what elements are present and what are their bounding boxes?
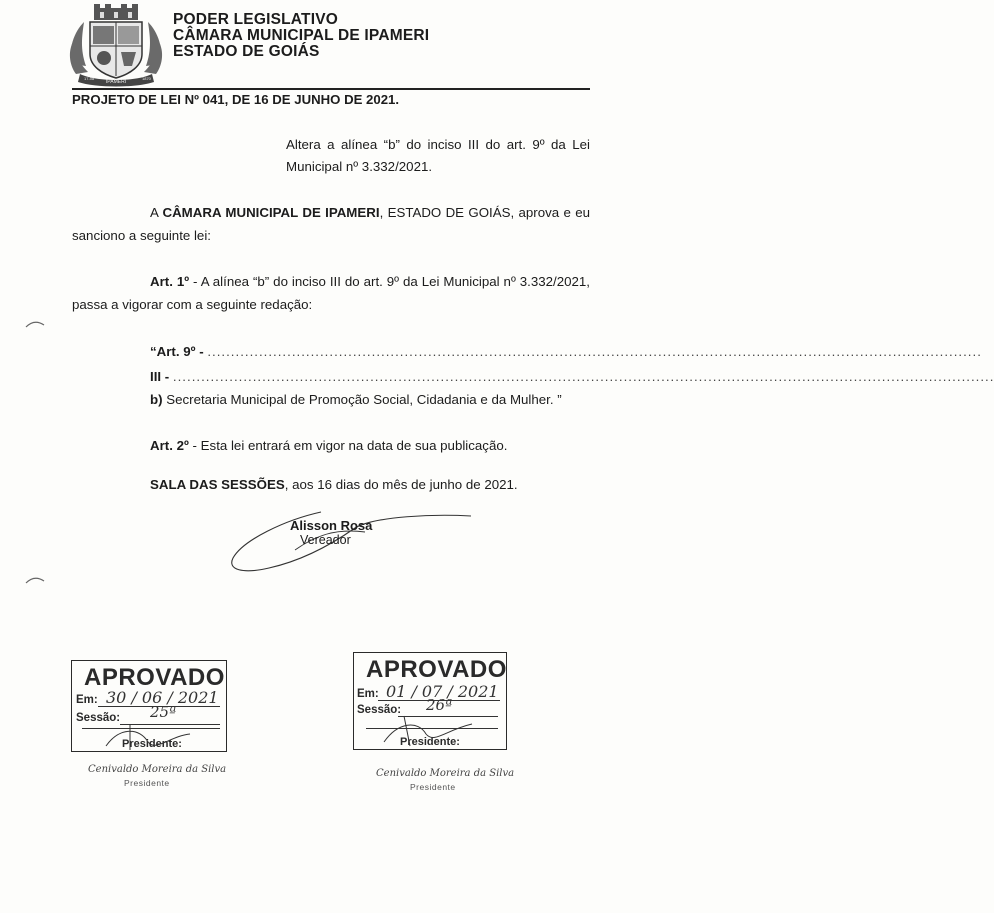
stamp-2-scribble: [380, 710, 490, 755]
art2-label: Art. 2º: [150, 438, 189, 453]
stamp-1-signer: Cenivaldo Moreira da Silva: [88, 764, 227, 775]
header-estado: ESTADO DE GOIÁS: [173, 43, 320, 60]
svg-text:1870: 1870: [142, 76, 151, 81]
sala-text: , aos 16 dias do mês de junho de 2021.: [284, 477, 518, 492]
signer-name: Alisson Rosa: [290, 518, 373, 533]
art2-text: - Esta lei entrará em vigor na data de sua publicação.: [188, 438, 508, 453]
signer-role: Vereador: [300, 533, 351, 547]
ementa-line-2: Municipal nº 3.332/2021.: [286, 159, 433, 174]
stamp-2-sessao-value: 26ª: [426, 696, 453, 714]
stamp-1-em-value: 30 / 06 / 2021: [106, 688, 219, 707]
stamp-2-signer-role: Presidente: [410, 782, 456, 792]
svg-text:IPAMERI: IPAMERI: [105, 79, 127, 85]
stamp-2-presidente-label: Presidente:: [400, 736, 460, 748]
art1-label: Art. 1º: [150, 274, 190, 289]
quote-art9-line: [150, 343, 982, 361]
quote-iii-line: [150, 368, 994, 386]
quote-b-line: [150, 391, 562, 409]
margin-mark: [24, 574, 46, 592]
art2-line: [150, 437, 507, 455]
preamble-rest: , ESTADO DE GOIÁS, aprova e eu: [379, 205, 590, 220]
stamp-1-sessao-value: 25ª: [150, 703, 177, 721]
quote-b-label: b): [150, 392, 163, 407]
preamble-camara: CÂMARA MUNICIPAL DE IPAMERI: [162, 205, 380, 220]
sala-das-sessoes-line: [150, 476, 518, 494]
stamp-2-em-value: 01 / 07 / 2021: [386, 682, 499, 701]
stamp-1-title: APROVADO: [84, 664, 225, 691]
preamble-line-1: [150, 204, 590, 222]
stamp-2-em-label: Em:: [357, 688, 379, 700]
projeto-title: PROJETO DE LEI Nº 041, DE 16 DE JUNHO DE 2021.: [72, 92, 400, 107]
ementa-line-1: Altera a alínea “b” do inciso III do art. 9º da Lei: [286, 137, 590, 152]
stamp-1-signer-role: Presidente: [124, 778, 170, 788]
stamp-2-sessao-label: Sessão:: [357, 704, 402, 716]
stamp-2-signer: Cenivaldo Moreira da Silva: [376, 768, 515, 779]
sala-label: SALA DAS SESSÕES: [150, 477, 285, 492]
dotted-fill: .....................................................................................................................................................................: [207, 344, 982, 359]
stamp-1-em-label: Em:: [76, 694, 98, 706]
stamp-1-presidente-label: Presidente:: [122, 738, 182, 750]
preamble-line-2: sanciono a seguinte lei:: [72, 228, 211, 243]
header-camara-municipal: CÂMARA MUNICIPAL DE IPAMERI: [173, 27, 430, 44]
art1-line-2: passa a vigorar com a seguinte redação:: [72, 297, 313, 312]
art1-line-1: [150, 273, 590, 291]
margin-mark: [24, 318, 46, 336]
stamp-2-title: APROVADO: [366, 656, 507, 683]
quote-art9-label: “Art. 9º -: [150, 344, 204, 359]
dotted-fill: ...............................................................................................................................................................................: [172, 369, 994, 384]
stamp-1-sessao-label: Sessão:: [76, 712, 121, 724]
header-poder-legislativo: PODER LEGISLATIVO: [173, 11, 339, 28]
quote-b-text: Secretaria Municipal de Promoção Social, Cidadania e da Mulher. ”: [162, 392, 562, 407]
municipal-crest-logo: [66, 4, 166, 86]
preamble-prefix: A: [150, 205, 163, 220]
quote-iii-label: III -: [150, 369, 170, 384]
stamp-1-scribble: [100, 716, 210, 761]
art1-text: - A alínea “b” do inciso III do art. 9º da Lei Municipal nº 3.332/2021,: [189, 274, 590, 289]
svg-text:17-08: 17-08: [84, 76, 95, 81]
header-rule: [72, 88, 590, 90]
